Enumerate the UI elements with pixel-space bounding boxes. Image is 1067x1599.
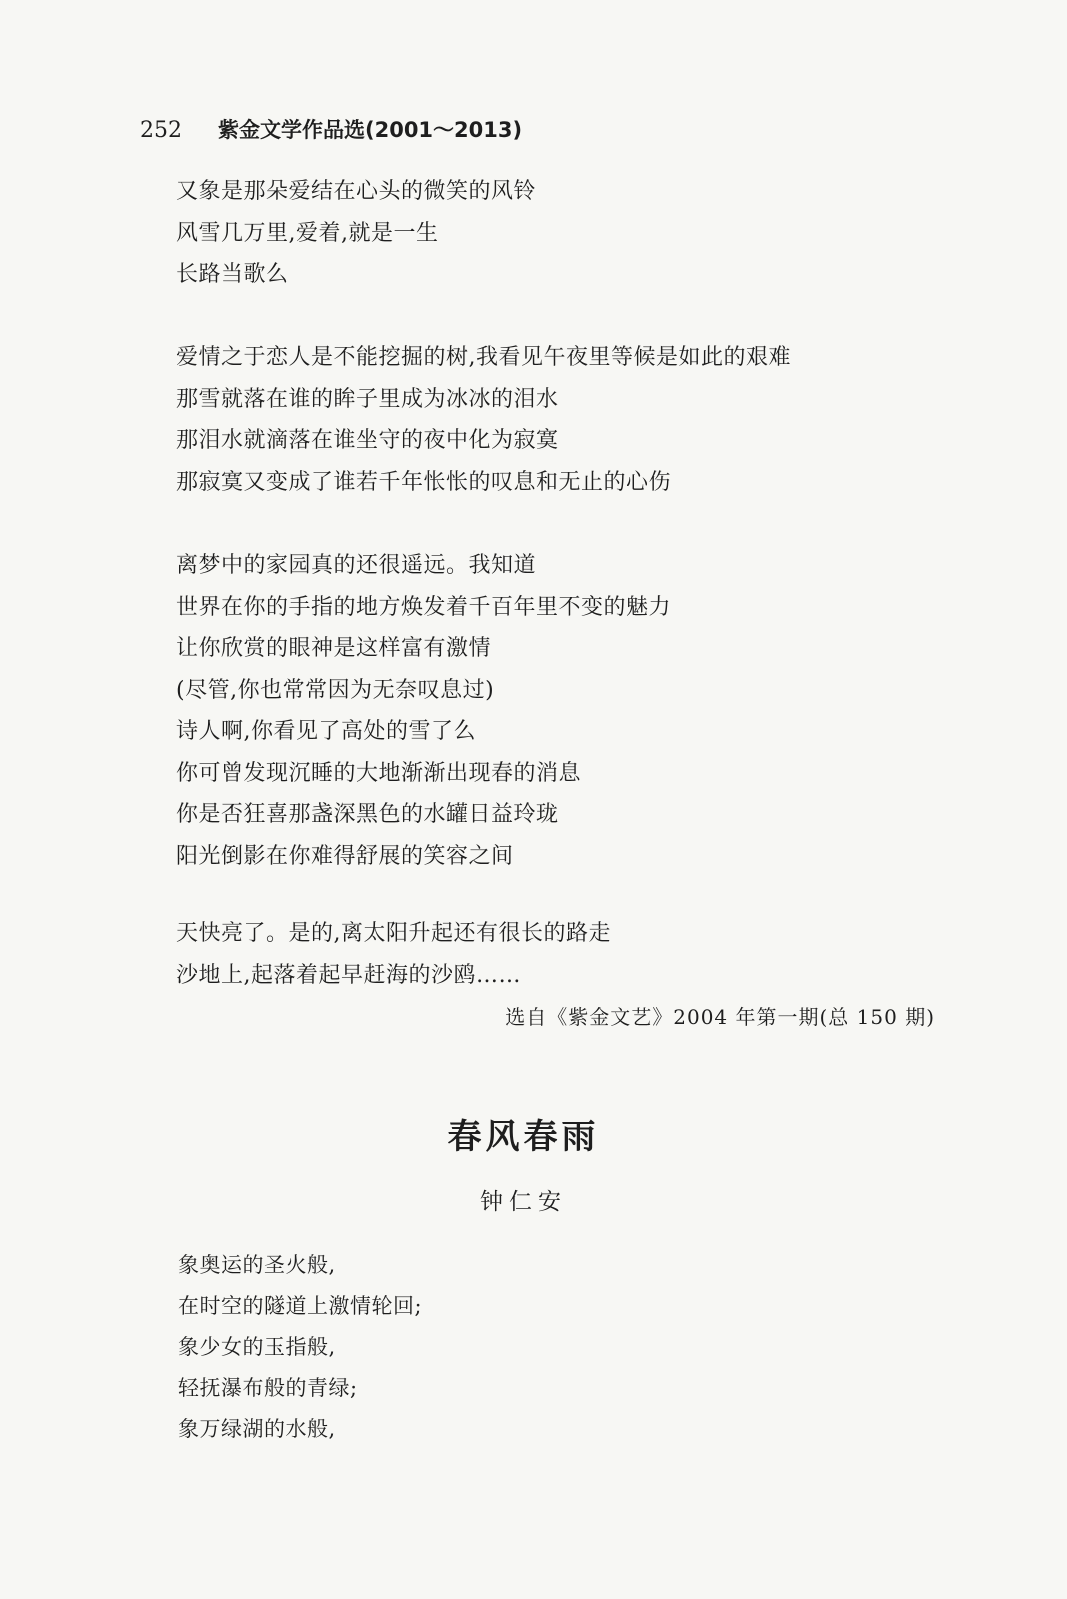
poem-stanza: [176, 913, 611, 996]
poem-stanza: [176, 337, 791, 503]
page-header: [140, 114, 522, 144]
poem-line: 轻抚瀑布般的青绿;: [178, 1376, 358, 1400]
poem-line: 诗人啊,你看见了高处的雪了么: [176, 719, 476, 744]
poem-line: 爱情之于恋人是不能挖掘的树,我看见午夜里等候是如此的艰难: [176, 345, 791, 370]
poem-line: 沙地上,起落着起早赶海的沙鸥……: [176, 962, 521, 988]
poem-line: 长路当歌么: [176, 262, 289, 287]
book-title: 紫金文学作品选(2001～2013): [218, 118, 523, 142]
poem-line: 天快亮了。是的,离太阳升起还有很长的路走: [176, 921, 611, 946]
poem-author: 钟仁安: [480, 1189, 567, 1215]
poem-stanza: [176, 171, 536, 296]
poem-line: 那雪就落在谁的眸子里成为冰冰的泪水: [176, 386, 559, 412]
poem-line: 让你欣赏的眼神是这样富有激情: [176, 636, 492, 661]
poem-line: (尽管,你也常常因为无奈叹息过): [176, 677, 495, 703]
poem-line: 那寂寞又变成了谁若千年怅怅的叹息和无止的心伤: [176, 469, 672, 495]
source-citation: 选自《紫金文艺》2004 年第一期(总 150 期): [505, 1005, 935, 1029]
poem-line: 在时空的隧道上激情轮回;: [178, 1294, 423, 1318]
poem-line: 象少女的玉指般,: [178, 1335, 336, 1359]
poem-line: 离梦中的家园真的还很遥远。我知道: [176, 553, 537, 578]
poem-stanza: [178, 1245, 422, 1450]
poem-line: 阳光倒影在你难得舒展的笑容之间: [176, 843, 514, 869]
poem-stanza: [176, 545, 671, 877]
poem-line: 又象是那朵爱结在心头的微笑的风铃: [176, 179, 537, 204]
poem-line: 风雪几万里,爱着,就是一生: [176, 220, 439, 246]
poem-line: 世界在你的手指的地方焕发着千百年里不变的魅力: [176, 594, 672, 620]
poem-line: 你是否狂喜那盏深黑色的水罐日益玲珑: [176, 802, 559, 827]
poem-line: 那泪水就滴落在谁坐守的夜中化为寂寞: [176, 428, 559, 453]
poem-line: 你可曾发现沉睡的大地渐渐出现春的消息: [176, 760, 582, 786]
poem-line: 象万绿湖的水般,: [178, 1417, 336, 1441]
page-number: 252: [140, 118, 182, 143]
poem-title: 春风春雨: [447, 1117, 600, 1157]
poem-line: 象奥运的圣火般,: [178, 1253, 336, 1277]
